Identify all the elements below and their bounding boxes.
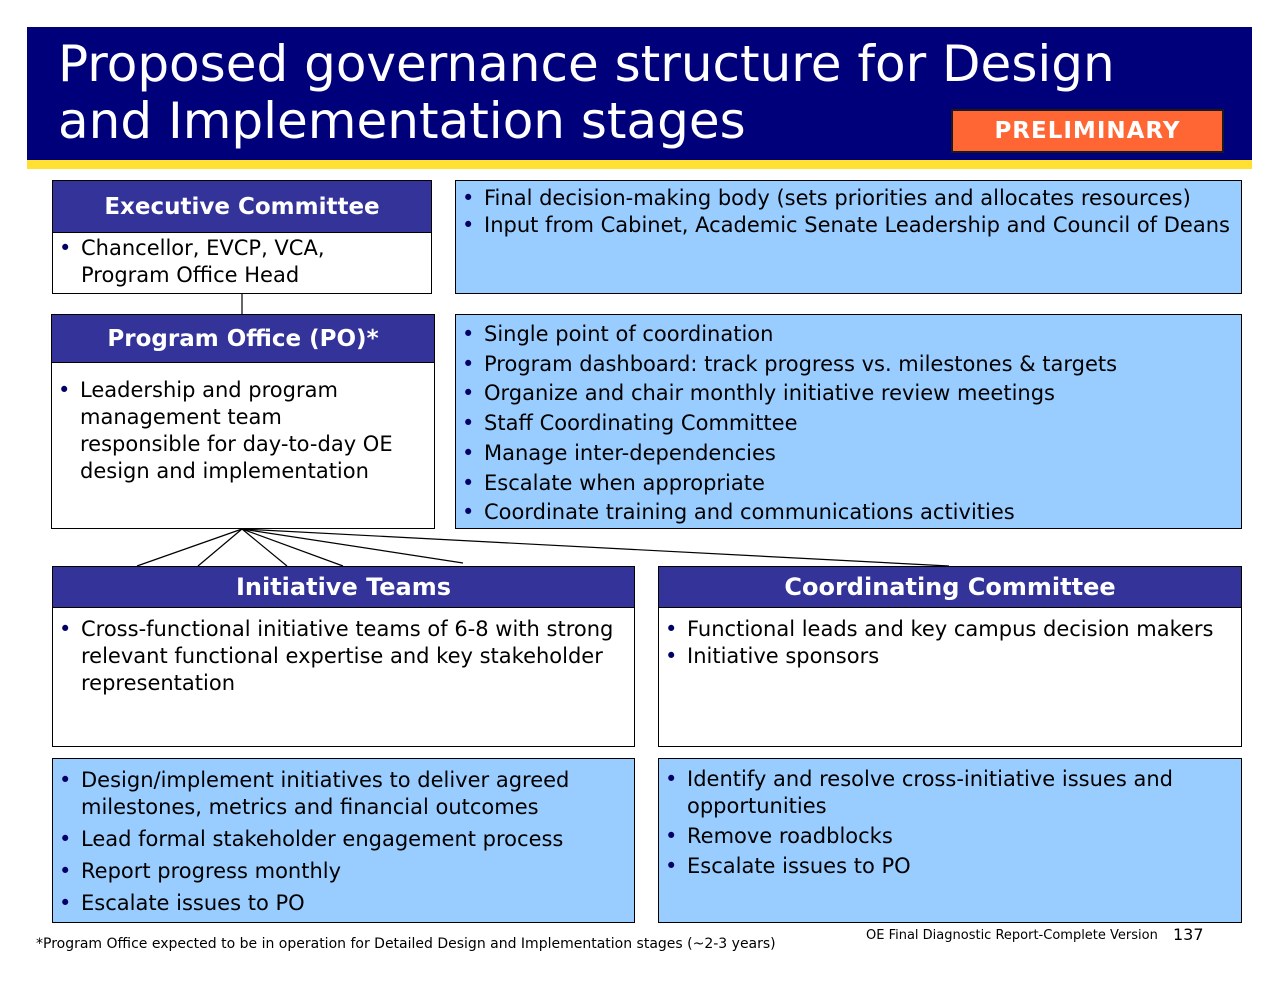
program-office-role: • Escalate when appropriate: [462, 469, 1232, 499]
coordinating-committee-header: Coordinating Committee: [658, 566, 1242, 608]
program-office-roles-box: [455, 314, 1242, 529]
page-title: Proposed governance structure for Design and Implementation stages: [58, 35, 1115, 150]
program-office-role: • Program dashboard: track progress vs. milestones & targets: [462, 350, 1232, 380]
initiative-teams-role: • Design/implement initiatives to deliver agreed milestones, metrics and financial outcomes: [59, 767, 624, 821]
program-office-role: • Staff Coordinating Committee: [462, 409, 1232, 439]
initiative-teams-member: • Cross-functional initiative teams of 6-8 with strong relevant functional expertise and key stakeholder representation: [59, 616, 624, 697]
initiative-teams-role: • Escalate issues to PO: [59, 890, 624, 917]
program-office-role: • Organize and chair monthly initiative review meetings: [462, 379, 1232, 409]
page-number: 137: [1173, 925, 1204, 944]
program-office-role: • Coordinate training and communications activities: [462, 498, 1232, 528]
connector-po-team-5: [242, 529, 463, 563]
executive-committee-roles-box: [455, 180, 1242, 294]
connector-po-team-1: [137, 529, 242, 566]
connector-po-coord: [242, 529, 949, 566]
executive-committee-member: • Chancellor, EVCP, VCA, Program Office Head: [59, 235, 419, 289]
coordinating-committee-role: • Escalate issues to PO: [665, 853, 1230, 880]
executive-committee-role: • Final decision-making body (sets priorities and allocates resources): [462, 185, 1232, 212]
preliminary-badge: PRELIMINARY: [951, 109, 1224, 153]
source-label: OE Final Diagnostic Report-Complete Version: [866, 928, 1158, 943]
program-office-role: • Manage inter-dependencies: [462, 439, 1232, 469]
program-office-header: Program Office (PO)*: [51, 314, 435, 363]
footnote: *Program Office expected to be in operation for Detailed Design and Implementation stages (~2-3 years): [36, 936, 776, 952]
executive-committee-role: • Input from Cabinet, Academic Senate Leadership and Council of Deans: [462, 212, 1232, 239]
coordinating-committee-member: • Functional leads and key campus decision makers: [665, 616, 1230, 643]
coordinating-committee-role: • Identify and resolve cross-initiative issues and opportunities: [665, 766, 1230, 820]
executive-committee-header: Executive Committee: [52, 180, 432, 233]
coordinating-committee-role: • Remove roadblocks: [665, 823, 1230, 850]
coordinating-committee-member: • Initiative sponsors: [665, 643, 1230, 670]
initiative-teams-roles-box: [52, 758, 635, 923]
connector-po-team-4: [242, 529, 343, 566]
initiative-teams-role: • Report progress monthly: [59, 858, 624, 885]
program-office-role: • Single point of coordination: [462, 320, 1232, 350]
initiative-teams-role: • Lead formal stakeholder engagement process: [59, 826, 624, 853]
initiative-teams-header: Initiative Teams: [52, 566, 635, 608]
connector-po-team-2: [198, 529, 242, 566]
coordinating-committee-roles-box: [658, 758, 1242, 923]
program-office-member: • Leadership and program management team responsible for day-to-day OE design and implementation: [58, 377, 398, 485]
